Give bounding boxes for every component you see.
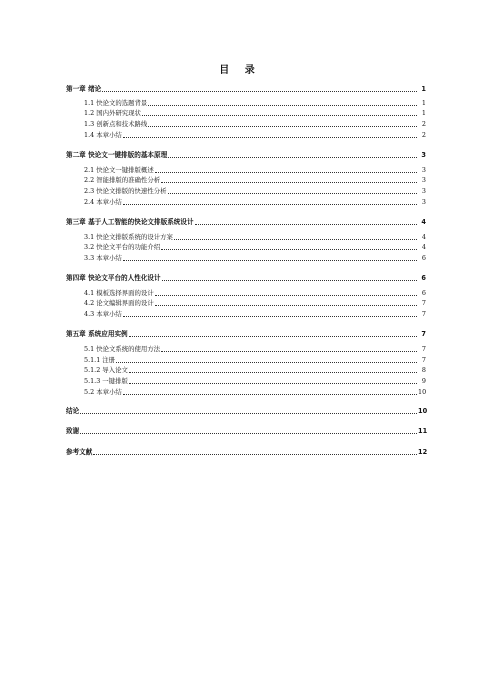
toc-page-number: 7 bbox=[421, 356, 426, 364]
toc-page-number: 10 bbox=[418, 407, 428, 415]
toc-page-number: 2 bbox=[421, 120, 426, 128]
dot-leader bbox=[195, 223, 417, 225]
toc-section-entry[interactable] bbox=[84, 242, 426, 252]
toc-page-number: 10 bbox=[418, 388, 427, 396]
dot-leader bbox=[148, 104, 417, 106]
dot-leader bbox=[162, 279, 417, 281]
dot-leader bbox=[148, 125, 417, 127]
toc-entry-label: 5.1 快论文系统的使用方法 bbox=[84, 345, 161, 353]
toc-section-entry[interactable] bbox=[84, 130, 426, 140]
toc-chapter-entry[interactable] bbox=[66, 406, 426, 416]
toc-entry-label: 2.2 智能排版的准确性分析 bbox=[84, 176, 161, 184]
toc-title: 目 录 bbox=[219, 65, 261, 76]
toc-chapter-entry[interactable] bbox=[66, 217, 426, 227]
toc-entry-label: 结论 bbox=[66, 407, 80, 415]
dot-leader bbox=[116, 361, 417, 363]
toc-page-number: 4 bbox=[421, 233, 426, 241]
toc-entry-label: 2.3 快论文排版的快速性分析 bbox=[84, 187, 167, 195]
toc-section-entry[interactable] bbox=[84, 309, 426, 319]
toc-entry-label: 1.3 创新点和技术路线 bbox=[84, 120, 148, 128]
toc-section-entry[interactable] bbox=[84, 175, 426, 185]
toc-section-entry[interactable] bbox=[84, 165, 426, 175]
toc-page-number: 7 bbox=[421, 345, 426, 353]
dot-leader bbox=[123, 203, 417, 205]
toc-section-entry[interactable] bbox=[84, 197, 426, 207]
dot-leader bbox=[93, 453, 417, 455]
toc-entry-label: 4.1 模板选择界面的设计 bbox=[84, 289, 154, 297]
toc-section-entry[interactable] bbox=[84, 186, 426, 196]
dot-leader bbox=[161, 181, 417, 183]
toc-entry-label: 2.4 本章小结 bbox=[84, 198, 122, 206]
dot-leader bbox=[155, 171, 417, 173]
dot-leader bbox=[102, 90, 417, 92]
toc-section-entry[interactable] bbox=[84, 288, 426, 298]
dot-leader bbox=[155, 294, 417, 296]
toc-entry-label: 第三章 基于人工智能的快论文排版系统设计 bbox=[66, 218, 194, 226]
toc-entry-label: 5.1.3 一键排版 bbox=[84, 377, 128, 385]
toc-chapter-entry[interactable] bbox=[66, 447, 426, 457]
toc-page-number: 1 bbox=[421, 109, 426, 117]
dot-leader bbox=[142, 114, 417, 116]
toc-page-number: 8 bbox=[421, 366, 426, 374]
dot-leader bbox=[174, 238, 417, 240]
dot-leader bbox=[123, 136, 417, 138]
toc-entry-label: 4.3 本章小结 bbox=[84, 310, 122, 318]
toc-section-entry[interactable] bbox=[84, 344, 426, 354]
toc-entry-label: 3.3 本章小结 bbox=[84, 254, 122, 262]
dot-leader bbox=[123, 393, 417, 395]
toc-chapter-entry[interactable] bbox=[66, 426, 426, 436]
toc-section-entry[interactable] bbox=[84, 355, 426, 365]
dot-leader bbox=[80, 412, 417, 414]
dot-leader bbox=[123, 315, 417, 317]
toc-section-entry[interactable] bbox=[84, 376, 426, 386]
toc-entry-label: 第四章 快论文平台的人性化设计 bbox=[66, 274, 161, 282]
toc-page-number: 6 bbox=[421, 289, 426, 297]
toc-chapter-entry[interactable] bbox=[66, 84, 426, 94]
toc-chapter-entry[interactable] bbox=[66, 329, 426, 339]
toc-page-number: 4 bbox=[421, 218, 426, 226]
toc-entry-label: 致谢 bbox=[66, 427, 80, 435]
toc-page-number: 3 bbox=[421, 176, 426, 184]
toc-page-number: 6 bbox=[421, 274, 426, 282]
toc-page-number: 3 bbox=[421, 187, 426, 195]
dot-leader bbox=[129, 382, 417, 384]
toc-entry-label: 5.1.2 导入论文 bbox=[84, 366, 128, 374]
dot-leader bbox=[129, 371, 417, 373]
toc-page-number: 1 bbox=[421, 85, 426, 93]
dot-leader bbox=[155, 304, 417, 306]
toc-entry-label: 2.1 快论文一键排版概述 bbox=[84, 166, 154, 174]
toc-page-number: 7 bbox=[421, 299, 426, 307]
toc-section-entry[interactable] bbox=[84, 98, 426, 108]
toc-page-number: 3 bbox=[421, 151, 426, 159]
toc-section-entry[interactable] bbox=[84, 365, 426, 375]
toc-section-entry[interactable] bbox=[84, 253, 426, 263]
toc-entry-label: 1.4 本章小结 bbox=[84, 131, 122, 139]
toc-page-number: 9 bbox=[421, 377, 426, 385]
toc-entry-label: 参考文献 bbox=[66, 448, 93, 456]
toc-page-number: 4 bbox=[421, 243, 426, 251]
toc-section-entry[interactable] bbox=[84, 119, 426, 129]
toc-entry-label: 5.1.1 注册 bbox=[84, 356, 116, 364]
toc-page-number: 3 bbox=[421, 166, 426, 174]
dot-leader bbox=[168, 192, 418, 194]
toc-page-number: 12 bbox=[418, 448, 428, 456]
toc-entry-label: 第二章 快论文一键排版的基本原理 bbox=[66, 151, 168, 159]
toc-section-entry[interactable] bbox=[84, 387, 426, 397]
toc-chapter-entry[interactable] bbox=[66, 150, 426, 160]
toc-entry-label: 3.2 快论文平台的功能介绍 bbox=[84, 243, 161, 251]
toc-section-entry[interactable] bbox=[84, 298, 426, 308]
toc-page-number: 1 bbox=[421, 99, 426, 107]
dot-leader bbox=[129, 335, 417, 337]
toc-page-number: 7 bbox=[421, 330, 426, 338]
toc-page-number: 2 bbox=[421, 131, 426, 139]
toc-entry-label: 第五章 系统应用实例 bbox=[66, 330, 128, 338]
toc-entry-label: 4.2 论文编辑界面的设计 bbox=[84, 299, 154, 307]
dot-leader bbox=[123, 259, 417, 261]
toc-entry-label: 1.1 快论文的选题背景 bbox=[84, 99, 148, 107]
toc-entry-label: 5.2 本章小结 bbox=[84, 388, 122, 396]
dot-leader bbox=[161, 350, 417, 352]
dot-leader bbox=[161, 248, 417, 250]
toc-section-entry[interactable] bbox=[84, 232, 426, 242]
toc-page-number: 7 bbox=[421, 310, 426, 318]
toc-chapter-entry[interactable] bbox=[66, 273, 426, 283]
toc-entry-label: 1.2 国内外研究现状 bbox=[84, 109, 141, 117]
toc-page-number: 6 bbox=[421, 254, 426, 262]
toc-entry-label: 3.1 快论文排版系统的设计方案 bbox=[84, 233, 173, 241]
toc-section-entry[interactable] bbox=[84, 108, 426, 118]
toc-page-number: 3 bbox=[421, 198, 426, 206]
toc-page-number: 11 bbox=[418, 427, 428, 435]
dot-leader bbox=[80, 432, 417, 434]
toc-entry-label: 第一章 绪论 bbox=[66, 85, 102, 93]
dot-leader bbox=[168, 156, 417, 158]
